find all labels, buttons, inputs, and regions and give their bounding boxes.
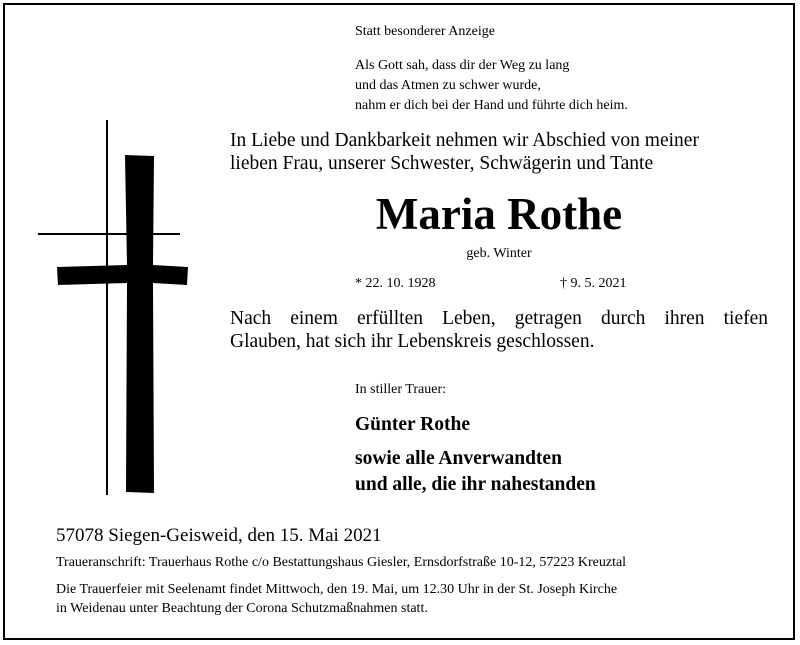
life-text: [230, 307, 768, 353]
life-line: Glauben, hat sich ihr Lebenskreis geschlossen.: [230, 331, 595, 352]
intro-text: [230, 129, 768, 175]
poem-line: nahm er dich bei der Hand und führte dich heim.: [355, 98, 628, 113]
life-line: Nach einem erfüllten Leben, getragen durch ihren tiefen: [230, 308, 768, 329]
poem-line: und das Atmen zu schwer wurde,: [355, 78, 541, 93]
maiden-name: geb. Winter: [466, 246, 532, 261]
intro-line: In Liebe und Dankbarkeit nehmen wir Abschied von meiner: [230, 130, 699, 151]
mourner-name: Günter Rothe: [355, 414, 471, 435]
intro-line: lieben Frau, unserer Schwester, Schwägerin und Tante: [230, 153, 654, 174]
poem: [355, 56, 628, 116]
relatives-line: sowie alle Anverwandten: [355, 448, 562, 469]
funeral-line: in Weidenau unter Beachtung der Corona Schutzmaßnahmen statt.: [56, 601, 428, 616]
mourning-address: Traueranschrift: Trauerhaus Rothe c/o Bestattungshaus Giesler, Ernsdorfstraße 10-12, 57223 Kreuztal: [56, 555, 627, 570]
birth-date: * 22. 10. 1928: [355, 276, 436, 291]
death-date: † 9. 5. 2021: [560, 276, 627, 291]
funeral-info: [56, 580, 617, 618]
deceased-name: Maria Rothe: [375, 189, 623, 239]
funeral-line: Die Trauerfeier mit Seelenamt findet Mittwoch, den 19. Mai, um 12.30 Uhr in der St. Joseph Kirche: [56, 582, 618, 597]
place-date: 57078 Siegen-Geisweid, den 15. Mai 2021: [56, 525, 382, 546]
cross-icon: [30, 115, 190, 500]
relatives-line: und alle, die ihr nahestanden: [355, 474, 596, 495]
mourning-label: In stiller Trauer:: [355, 382, 446, 397]
poem-line: Als Gott sah, dass dir der Weg zu lang: [355, 58, 570, 73]
preface-text: Statt besonderer Anzeige: [355, 24, 495, 39]
relatives-text: [355, 446, 596, 498]
